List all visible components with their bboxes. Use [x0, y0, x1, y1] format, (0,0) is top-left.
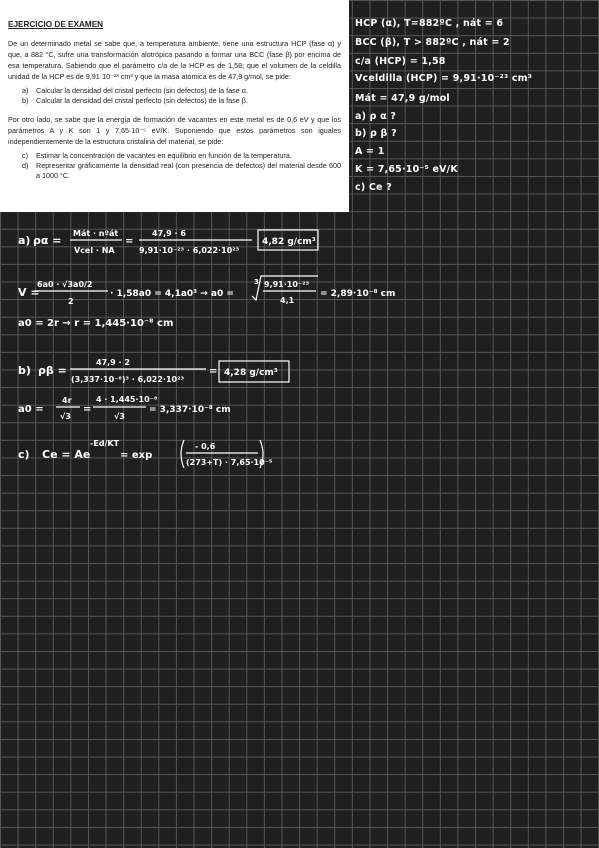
fraction-denominator: 9,91·10⁻²³ · 6,022·10²³ [139, 246, 240, 255]
lattice-parameter-result: = 2,89·10⁻⁸ cm [320, 289, 396, 299]
note-line: c/a (HCP) = 1,58 [355, 56, 446, 67]
statement-middle: Por otro lado, se sabe que la energía de formación de vacantes en este metal es de 0,6 eV y que los parámetros A y K son 1 y 7,65·10⁻⁵ eV/K. Suponiendo que estos parámetros son iguales independientemente de la estructura cristalina del material, se pide: [8, 115, 341, 146]
volume-middle: · 1,58a0 = 4,1a0³ → a0 = [110, 289, 234, 299]
fraction-numerator: Mát · nºát [73, 229, 119, 238]
fraction-numerator: 4r [62, 396, 72, 405]
part-c-label: c) [18, 448, 30, 461]
a0-lhs: a0 = [18, 404, 44, 415]
root-index: 3 [254, 278, 259, 286]
a0-result: = 3,337·10⁻⁸ cm [149, 405, 231, 415]
exam-title: EJERCICIO DE EXAMEN [8, 20, 104, 29]
question-item: b) Calcular la densidad del cristal perfecto (sin defectos) de la fase β. [22, 96, 248, 105]
note-line: K = 7,65·10⁻⁵ eV/K [355, 164, 458, 175]
note-line: Mát = 47,9 g/mol [355, 93, 450, 104]
note-line: HCP (α), T=882ºC , nát = 6 [355, 18, 504, 29]
fraction-numerator: 6a0 · √3a0/2 [37, 280, 93, 289]
result-rho-alpha: 4,82 g/cm³ [262, 237, 316, 247]
fraction-denominator: 2 [68, 297, 74, 306]
result-rho-beta: 4,28 g/cm³ [224, 368, 278, 378]
exp-function: = exp [120, 450, 153, 461]
ce-formula: Ce = Ae [42, 448, 91, 461]
fraction-denominator: √3 [60, 412, 71, 421]
exponent: -Ed/KT [90, 439, 120, 448]
fraction-denominator: (273+T) · 7,65·10⁻⁵ [186, 458, 273, 467]
root-numerator: 9,91·10⁻²³ [264, 280, 310, 289]
note-line: Vceldilla (HCP) = 9,91·10⁻²³ cm³ [355, 73, 533, 84]
fraction-numerator: 4 · 1,445·10⁻⁸ [96, 395, 158, 404]
part-b-label: b) [18, 364, 31, 377]
note-line: BCC (β), T > 882ºC , nát = 2 [355, 37, 510, 48]
equals-sign: = [125, 236, 134, 247]
equals-sign: = [83, 404, 92, 415]
root-denominator: 4,1 [280, 296, 295, 305]
question-item: c) Estimar la concentración de vacantes en equilibrio en función de la temperatura. [22, 151, 292, 160]
volume-lhs: V = [18, 286, 40, 299]
left-parenthesis [181, 440, 184, 468]
fraction-numerator: 47,9 · 2 [96, 358, 130, 367]
question-item: a) Calcular la densidad del cristal perfecto (sin defectos) de la fase α. [22, 86, 248, 95]
question-item: d) Representar gráficamente la densidad real (con presencia de defectos) del material desde 600 a 1000 °C. [22, 161, 341, 180]
fraction-denominator: (3,337·10⁻⁸)³ · 6,022·10²³ [71, 375, 185, 384]
fraction-denominator: Vcel · NA [74, 246, 115, 255]
note-line: b) ρ β ? [355, 128, 397, 139]
radius-line: a0 = 2r → r = 1,445·10⁻⁸ cm [18, 318, 174, 329]
rho-beta: ρβ = [38, 364, 67, 377]
note-line: c) Ce ? [355, 182, 392, 193]
fraction-denominator: √3 [114, 412, 125, 421]
equals-sign: = [209, 366, 218, 377]
note-line: A = 1 [355, 146, 385, 157]
fraction-numerator: 47,9 · 6 [152, 229, 186, 238]
fraction-numerator: - 0,6 [195, 442, 216, 451]
note-line: a) ρ α ? [355, 111, 397, 122]
part-a-label: a) [18, 234, 31, 247]
rho-alpha: ρα = [33, 234, 62, 247]
statement-intro: De un determinado metal se sabe que, a temperatura ambiente, tiene una estructura HCP (fase α) y que, a 882 °C, sufre una transformación alotrópica pasando a formar una BCC (fase β) por encima de esa temperatura. Sabiendo que el parámetro c/a de la HCP es de 1,58; que el volumen de la celdilla unidad de la HCP es de 9,91·10⁻²³ cm³ y que la masa atómica es de 47,9 g/mol, se pide: [8, 39, 341, 81]
